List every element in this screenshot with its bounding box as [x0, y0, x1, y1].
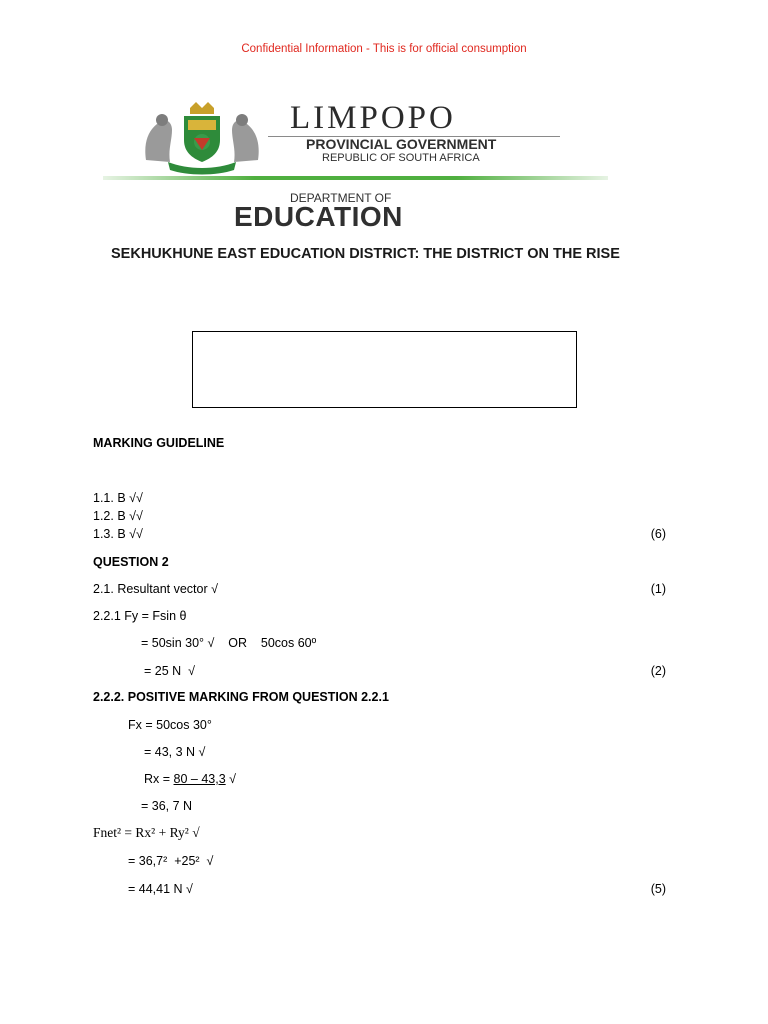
rx-prefix: Rx =: [144, 772, 174, 786]
answer-2-2-1: 2.2.1 Fy = Fsin θ: [93, 609, 187, 623]
fx-value: = 43, 3 N √: [144, 745, 206, 759]
answer-1-2: 1.2. B √√: [93, 509, 143, 523]
answer-2-2-1-step2: = 25 N √: [144, 664, 195, 678]
logo-department-of: DEPARTMENT OF: [290, 191, 392, 205]
marks-2-1: (1): [650, 582, 666, 596]
rx-suffix: √: [225, 772, 237, 786]
answer-2-2-1-step1: = 50sin 30° √ OR 50cos 60º: [141, 636, 317, 650]
logo-subtitle: PROVINCIAL GOVERNMENT: [306, 136, 497, 152]
marks-2-2-1: (2): [650, 664, 666, 678]
answer-2-2-2-heading: 2.2.2. POSITIVE MARKING FROM QUESTION 2.2.1: [93, 690, 389, 704]
logo-country: REPUBLIC OF SOUTH AFRICA: [322, 152, 480, 164]
district-banner: SEKHUKHUNE EAST EDUCATION DISTRICT: THE DISTRICT ON THE RISE: [111, 246, 620, 262]
marking-guideline-heading: MARKING GUIDELINE: [93, 436, 225, 450]
fnet-value: = 44,41 N √: [128, 882, 193, 896]
rx-underlined: 80 – 43,3: [173, 772, 226, 786]
fx-formula: Fx = 50cos 30°: [128, 718, 212, 732]
confidential-notice: Confidential Information - This is for official consumption: [241, 43, 527, 55]
rx-formula: [144, 772, 236, 787]
answer-2-1: 2.1. Resultant vector √: [93, 582, 218, 596]
marks-2-2-2: (5): [650, 882, 666, 896]
fnet-formula: Fnet² = Rx² + Ry² √: [93, 825, 200, 840]
logo-green-rule: [103, 176, 608, 180]
answer-1-3: 1.3. B √√: [93, 527, 143, 541]
rx-value: = 36, 7 N: [141, 799, 193, 813]
empty-box: [192, 331, 577, 408]
question-2-heading: QUESTION 2: [93, 555, 169, 569]
fnet-step: = 36,7² +25² √: [128, 854, 214, 868]
logo-title: LIMPOPO: [290, 100, 456, 136]
answer-1-1: 1.1. B √√: [93, 491, 143, 505]
logo-education: EDUCATION: [234, 201, 403, 232]
coat-of-arms-icon: [138, 100, 298, 175]
marks-q1: (6): [650, 527, 666, 541]
